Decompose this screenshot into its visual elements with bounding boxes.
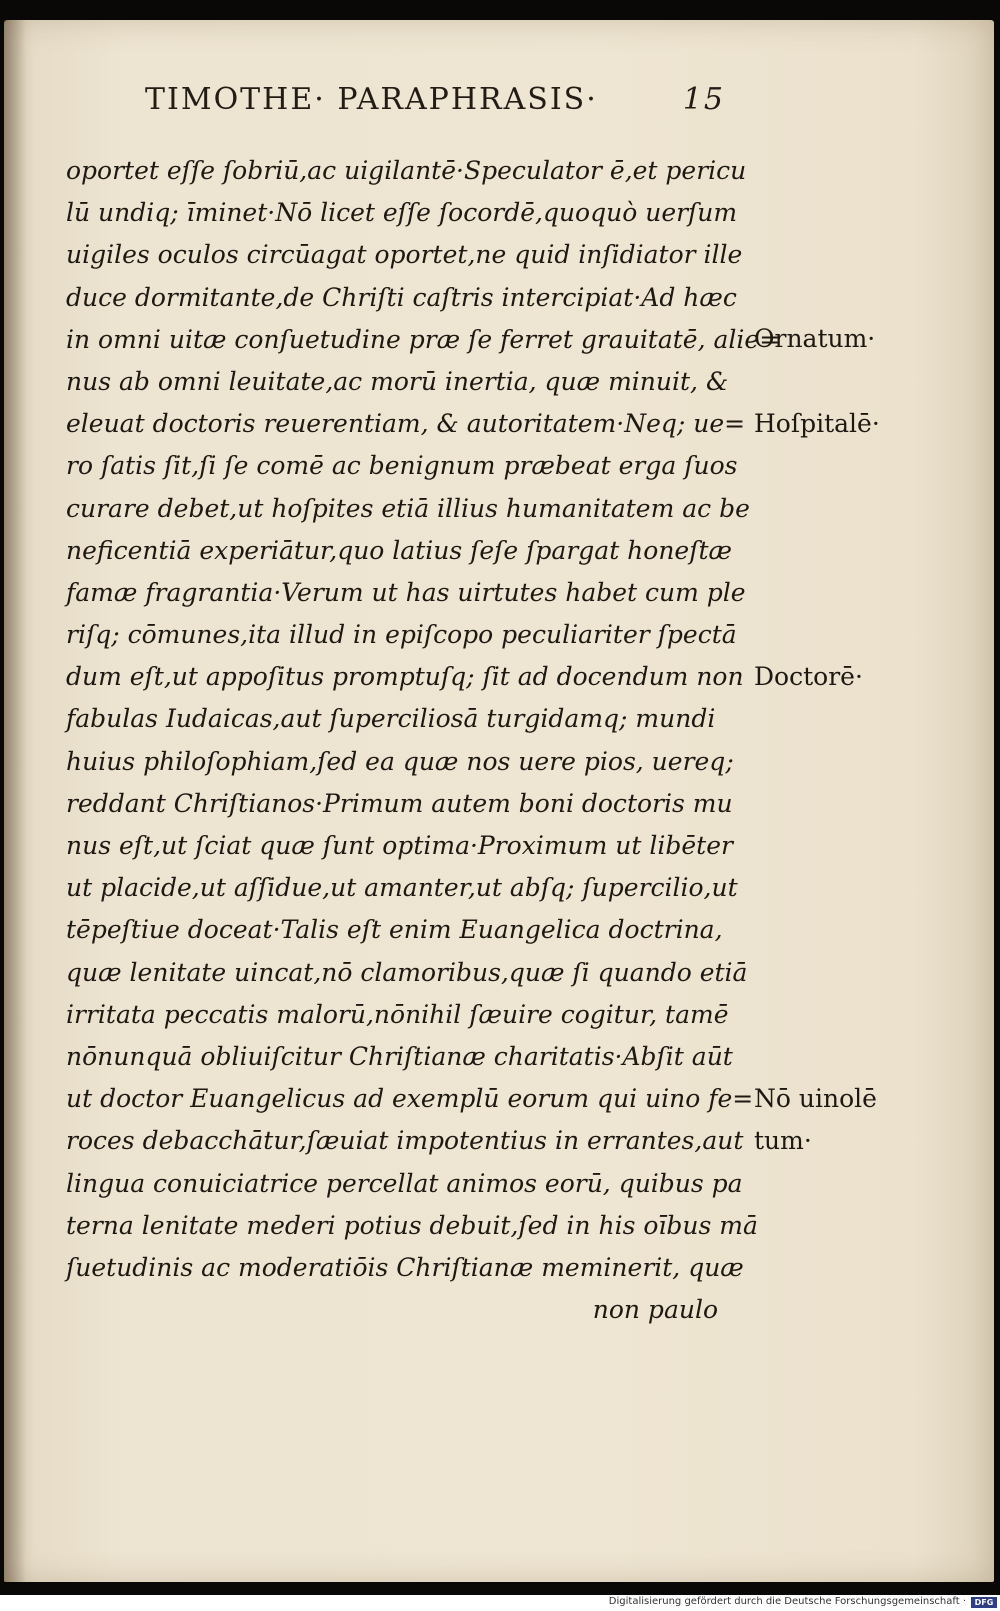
text-line: tēpeſtiue doceat·Talis eſt enim Euangelica doctrina, [66,915,723,945]
text-line: duce dormitante,de Chriſti caſtris intercipiat·Ad hæc [66,282,737,312]
text-line: dum eſt,ut appoſitus promptuſq; ſit ad docendum non [66,662,744,692]
margin-note: Doctorē· [754,662,863,691]
margin-note: Ornatum· [754,324,876,353]
footer-bar [0,1595,1000,1611]
main-text-block [66,150,781,1331]
margin-note: Nō uinolē [754,1084,877,1113]
text-line: in omni uitæ conſuetudine præ ſe ferret grauitatē, alie= [66,324,781,354]
text-line: lū undiq; īminet·Nō licet eſſe ſocordē,quoquò uerſum [66,198,738,228]
text-line: riſq; cōmunes,ita illud in epiſcopo peculiariter ſpectā [66,620,737,650]
text-line: irritata peccatis malorū,nōnihil ſæuire cogitur, tamē [66,999,729,1029]
text-line: curare debet,ut hoſpites etiā illius humanitatem ac be [66,493,750,523]
text-line: ſuetudinis ac moderatiōis Chriſtianæ meminerit, quæ [66,1252,744,1282]
margin-note: tum· [754,1126,812,1155]
page-header [145,82,725,132]
text-line: ut placide,ut aſſidue,ut amanter,ut abſq; ſupercilio,ut [66,873,738,903]
text-line: uigiles oculos circūagat oportet,ne quid inſidiator ille [66,240,743,270]
text-line: fabulas Iudaicas,aut ſuperciliosā turgidamq; mundi [66,704,716,734]
text-line: nōnunquā obliuiſcitur Chriſtianæ charitatis·Abſit aūt [66,1041,733,1071]
text-line: neficentiā experiātur,quo latius ſeſe ſpargat honeſtæ [66,535,733,565]
text-line: reddant Chriſtianos·Primum autem boni doctoris mu [66,788,733,818]
page-gutter-shadow [4,20,26,1582]
text-line: eleuat doctoris reuerentiam, & autoritatem·Neq; ue= [66,409,746,439]
digitization-credit: Digitalisierung gefördert durch die Deutsche Forschungsgemeinschaft · [608,1596,966,1607]
text-line: lingua conuiciatrice percellat animos eorū, quibus pa [66,1168,743,1198]
text-line: oportet eſſe ſobriū,ac uigilantē·Speculator ē,et pericu [66,156,747,185]
text-line: roces debacchātur,ſæuiat impotentius in errantes,aut [66,1126,744,1156]
text-line: quæ lenitate uincat,nō clamoribus,quæ ſi quando etiā [66,957,748,987]
text-line: nus eſt,ut ſciat quæ ſunt optima·Proximum ut libēter [66,831,733,860]
text-line: terna lenitate mederi potius debuit,ſed in his oībus mā [66,1210,758,1240]
text-line: ut doctor Euangelicus ad exemplū eorum qui uino fe= [66,1084,754,1114]
dfg-logo: DFG [971,1597,997,1608]
text-line: huius philoſophiam,ſed ea quæ nos uere pios, uereq; [66,746,734,776]
running-title: TIMOTHE· PARAPHRASIS· [145,82,598,117]
page-number: 15 [682,82,725,117]
margin-note: Hoſpitalē· [754,409,880,438]
text-line: ro ſatis ſit,ſi ſe comē ac benignum præbeat erga ſuos [66,451,738,481]
text-line: nus ab omni leuitate,ac morū inertia, quæ minuit, & [66,366,729,396]
catchword-line: non paulo [592,1295,718,1325]
text-line: famæ fragrantia·Verum ut has uirtutes habet cum ple [66,577,746,607]
